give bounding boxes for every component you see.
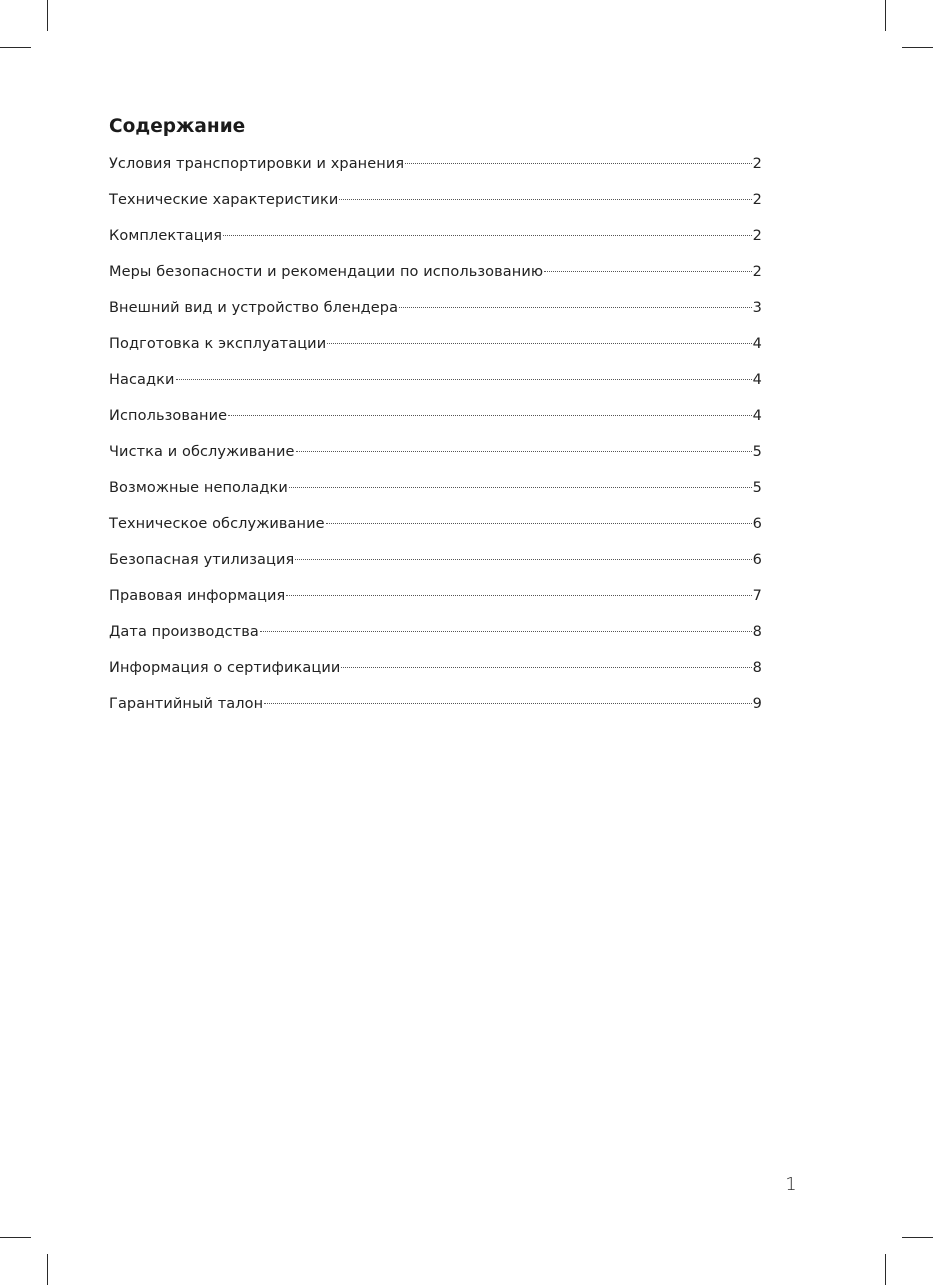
crop-mark-top-left-horizontal: [0, 47, 31, 48]
toc-dot-leader: [339, 199, 751, 200]
toc-entry-page: 9: [752, 696, 762, 712]
toc-entry-title: Подготовка к эксплуатации: [109, 336, 327, 352]
toc-entry[interactable]: [109, 440, 762, 476]
toc-dot-leader: [264, 703, 751, 704]
toc-entry-title: Комплектация: [109, 228, 223, 244]
toc-dot-leader: [399, 307, 752, 308]
toc-entry-page: 4: [752, 336, 762, 352]
toc-entry-page: 4: [752, 372, 762, 388]
crop-mark-bottom-right-vertical: [885, 1254, 886, 1285]
toc-entry-page: 7: [752, 588, 762, 604]
toc-dot-leader: [176, 379, 752, 380]
toc-entry[interactable]: [109, 656, 762, 692]
toc-entry-page: 3: [752, 300, 762, 316]
crop-mark-bottom-left-vertical: [47, 1254, 48, 1285]
toc-entry-page: 4: [752, 408, 762, 424]
toc-entry[interactable]: [109, 188, 762, 224]
toc-entry[interactable]: [109, 404, 762, 440]
page-number: 1: [785, 1174, 797, 1195]
toc-entry[interactable]: [109, 512, 762, 548]
toc-entry-page: 6: [752, 516, 762, 532]
toc-entry[interactable]: [109, 584, 762, 620]
toc-entry-title: Гарантийный талон: [109, 696, 264, 712]
toc-entry-title: Возможные неполадки: [109, 480, 288, 496]
toc-dot-leader: [326, 523, 752, 524]
toc-entry-title: Технические характеристики: [109, 192, 339, 208]
toc-entry[interactable]: [109, 332, 762, 368]
toc-entry-title: Информация о сертификации: [109, 660, 341, 676]
toc-entry[interactable]: [109, 620, 762, 656]
crop-mark-top-right-horizontal: [902, 47, 933, 48]
toc-dot-leader: [327, 343, 751, 344]
toc-entry-page: 5: [752, 444, 762, 460]
toc-entry-title: Условия транспортировки и хранения: [109, 156, 405, 172]
toc-entry-page: 8: [752, 660, 762, 676]
toc-dot-leader: [260, 631, 752, 632]
toc-entry-page: 5: [752, 480, 762, 496]
toc-list: [109, 152, 762, 728]
crop-mark-top-right-vertical: [885, 0, 886, 31]
toc-entry-title: Использование: [109, 408, 228, 424]
crop-mark-bottom-right-horizontal: [902, 1237, 933, 1238]
toc-entry[interactable]: [109, 224, 762, 260]
crop-mark-bottom-left-horizontal: [0, 1237, 31, 1238]
toc-entry[interactable]: [109, 368, 762, 404]
toc-dot-leader: [544, 271, 751, 272]
toc-entry-page: 2: [752, 192, 762, 208]
toc-dot-leader: [295, 559, 751, 560]
toc-entry-page: 6: [752, 552, 762, 568]
toc-entry-title: Дата производства: [109, 624, 259, 640]
toc-dot-leader: [286, 595, 751, 596]
toc-dot-leader: [296, 451, 752, 452]
toc-entry-page: 2: [752, 228, 762, 244]
toc-title: Содержание: [109, 116, 246, 137]
toc-entry-title: Чистка и обслуживание: [109, 444, 295, 460]
toc-entry-page: 8: [752, 624, 762, 640]
toc-entry-page: 2: [752, 156, 762, 172]
toc-entry-title: Насадки: [109, 372, 175, 388]
toc-dot-leader: [228, 415, 752, 416]
toc-dot-leader: [341, 667, 751, 668]
toc-entry-title: Техническое обслуживание: [109, 516, 325, 532]
crop-mark-top-left-vertical: [47, 0, 48, 31]
toc-entry[interactable]: [109, 296, 762, 332]
toc-entry-page: 2: [752, 264, 762, 280]
toc-dot-leader: [405, 163, 751, 164]
toc-entry[interactable]: [109, 548, 762, 584]
toc-entry-title: Безопасная утилизация: [109, 552, 295, 568]
toc-entry-title: Внешний вид и устройство блендера: [109, 300, 399, 316]
toc-entry[interactable]: [109, 692, 762, 728]
toc-entry[interactable]: [109, 476, 762, 512]
toc-entry[interactable]: [109, 152, 762, 188]
toc-dot-leader: [223, 235, 752, 236]
toc-entry-title: Правовая информация: [109, 588, 286, 604]
toc-entry-title: Меры безопасности и рекомендации по использованию: [109, 264, 544, 280]
toc-entry[interactable]: [109, 260, 762, 296]
toc-dot-leader: [289, 487, 752, 488]
